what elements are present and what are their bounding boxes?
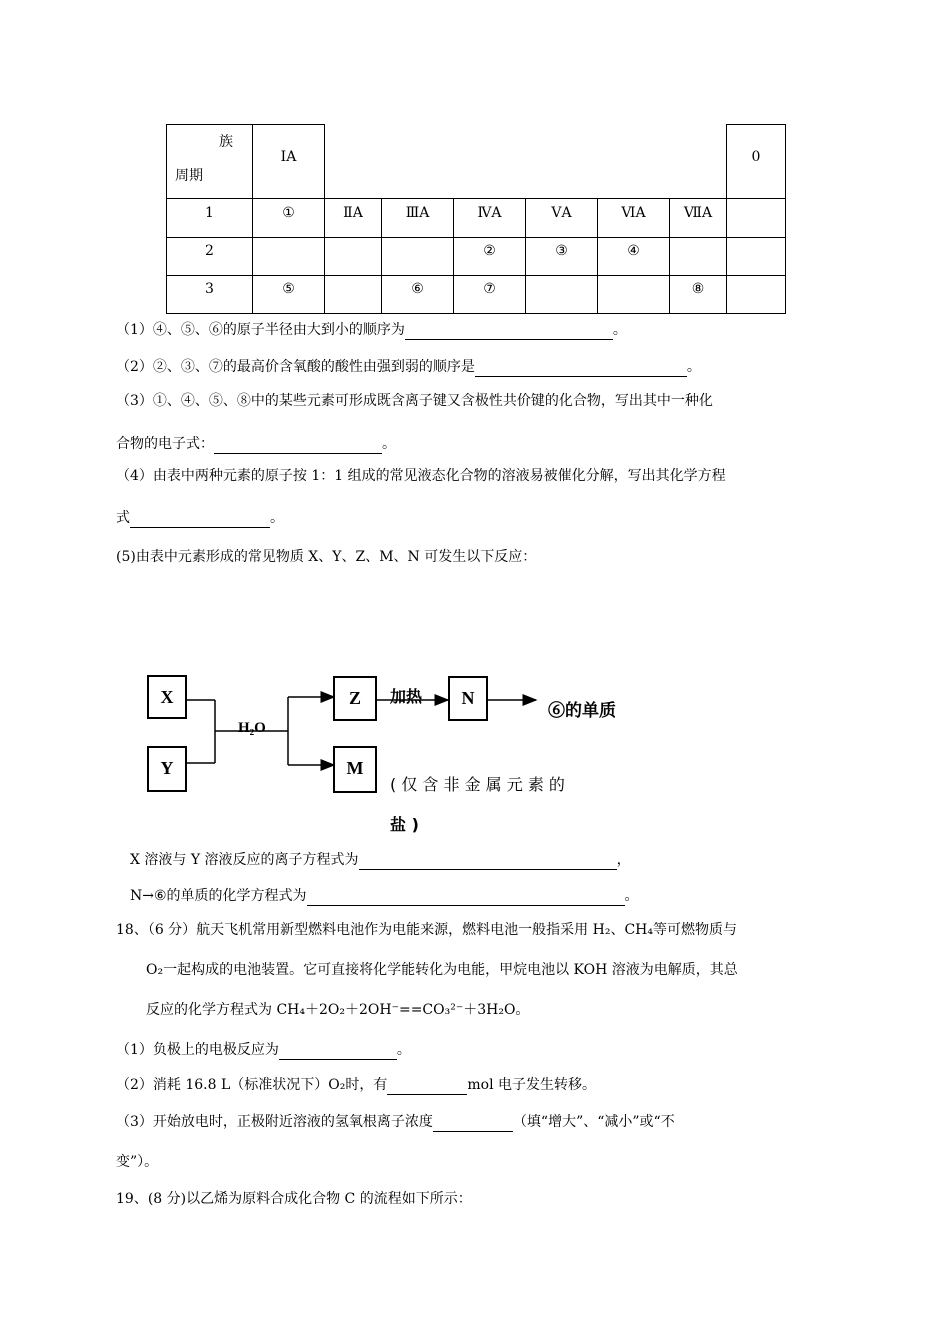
q18-sub1: （1）负极上的电极反应为 。 [116, 1042, 411, 1058]
q18-sub3-line2: 变”）。 [116, 1154, 159, 1170]
q17-part4-line1: （4）由表中两种元素的原子按 1：1 组成的常见液态化合物的溶液易被催化分解，写出其化学方程 [116, 468, 726, 484]
m-note-line2: 盐 ) [390, 815, 419, 834]
q17-part5: (5)由表中元素形成的常见物质 X、Y、Z、M、N 可发生以下反应： [116, 549, 537, 565]
answer-blank[interactable] [433, 1115, 513, 1132]
q17-part3-line2: 合物的电子式： 。 [116, 436, 396, 452]
q18-sub2: （2）消耗 16.8 L（标准状况下）O₂时，有 mol 电子发生转移。 [116, 1077, 597, 1093]
table-cell [324, 275, 382, 314]
q17-part2: （2）②、③、⑦的最高价含氧酸的酸性由强到弱的顺序是 。 [116, 359, 701, 375]
answer-blank[interactable] [359, 853, 617, 870]
water-label: H₂O [238, 720, 266, 736]
product-label: ⑥的单质 [548, 701, 616, 720]
table-row: 3 [166, 275, 253, 314]
table-cell: ⅤA [525, 198, 598, 238]
table-cell: ⅥA [597, 198, 670, 238]
table-cell: ⅣA [453, 198, 526, 238]
answer-blank[interactable] [307, 889, 625, 906]
q17-part3-line1: （3）①、④、⑤、⑧中的某些元素可形成既含离子键又含极性共价键的化合物，写出其中一种化 [116, 393, 713, 409]
table-cell: ⑦ [453, 275, 526, 314]
q17-part4-line2: 式 。 [116, 510, 284, 526]
header-zero: 0 [726, 124, 786, 199]
table-cell [726, 237, 786, 276]
table-cell [381, 237, 454, 276]
table-cell [252, 237, 325, 276]
q19-line1: 19、(8 分)以乙烯为原料合成化合物 C 的流程如下所示： [116, 1191, 472, 1207]
table-cell [726, 275, 786, 314]
table-cell [324, 237, 382, 276]
q17-part1: （1）④、⑤、⑥的原子半径由大到小的顺序为 。 [116, 322, 627, 338]
box-z: Z [333, 676, 377, 721]
answer-blank[interactable] [387, 1078, 467, 1095]
table-cell: ④ [597, 237, 670, 276]
table-cell [525, 275, 598, 314]
box-m: M [333, 746, 377, 793]
table-cell: ⑤ [252, 275, 325, 314]
q18-sub3-line1: （3）开始放电时，正极附近溶液的氢氧根离子浓度 （填“增大”、“减小”或“不 [116, 1114, 675, 1130]
table-cell: ③ [525, 237, 598, 276]
q17-part6b: N→⑥的单质的化学方程式为 。 [130, 888, 639, 904]
q17-part6a: X 溶液与 Y 溶液反应的离子方程式为 ， [130, 852, 631, 868]
table-row: 1 [166, 198, 253, 238]
answer-blank[interactable] [405, 323, 613, 340]
q18-line2: O₂一起构成的电池装置。它可直接将化学能转化为电能，甲烷电池以 KOH 溶液为电解质，其总 [146, 962, 738, 978]
answer-blank[interactable] [214, 437, 382, 454]
table-cell: ⅡA [324, 198, 382, 238]
header-zu: 族 [219, 134, 233, 150]
heat-label: 加热 [390, 689, 423, 706]
table-header-corner [166, 124, 253, 199]
q18-line3: 反应的化学方程式为 CH₄＋2O₂＋2OH⁻==CO₃²⁻＋3H₂O。 [146, 1002, 530, 1018]
m-note-line1: ( 仅 含 非 金 属 元 素 的 [390, 775, 565, 794]
answer-blank[interactable] [475, 360, 687, 377]
table-cell: ② [453, 237, 526, 276]
table-cell [669, 237, 727, 276]
header-ia: IA [252, 124, 325, 199]
answer-blank[interactable] [130, 511, 270, 528]
q18-line1: 18、（6 分）航天飞机常用新型燃料电池作为电能来源，燃料电池一般指采用 H₂、CH₄等可燃物质与 [116, 922, 737, 938]
box-y: Y [147, 746, 187, 792]
table-cell: ① [252, 198, 325, 238]
table-cell [726, 198, 786, 238]
answer-blank[interactable] [279, 1043, 397, 1060]
table-cell: ⑧ [669, 275, 727, 314]
table-cell: ⅦA [669, 198, 727, 238]
header-zhouqi: 周期 [175, 168, 203, 184]
table-cell: ⅢA [381, 198, 454, 238]
box-n: N [448, 676, 488, 721]
table-cell [597, 275, 670, 314]
table-cell: ⑥ [381, 275, 454, 314]
table-row: 2 [166, 237, 253, 276]
periodic-table [166, 124, 786, 314]
box-x: X [147, 675, 187, 719]
